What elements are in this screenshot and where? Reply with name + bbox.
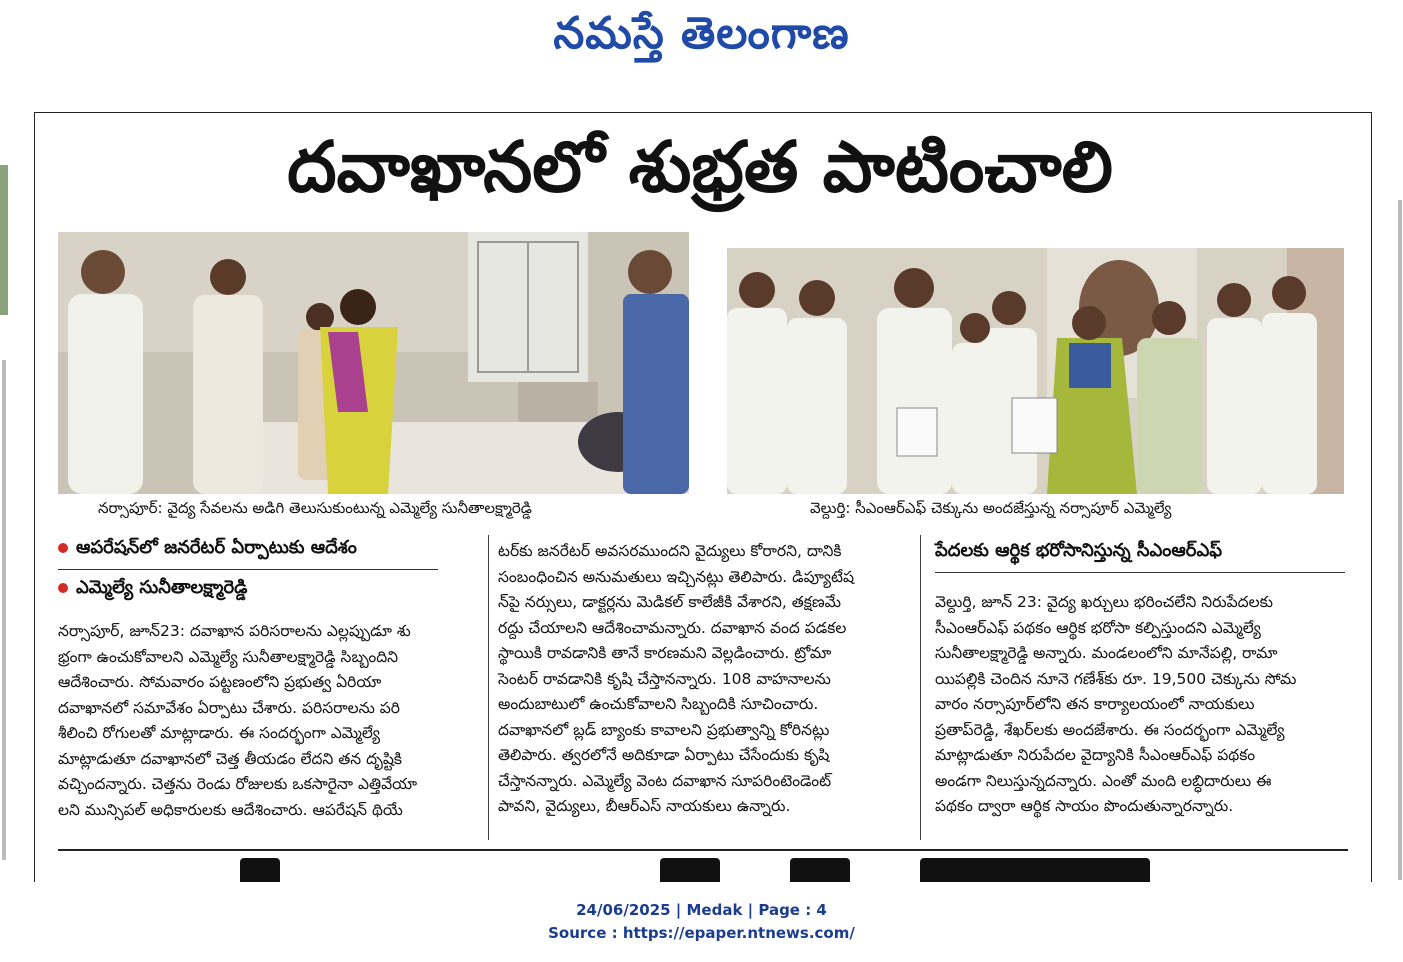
story2-subhead: పేదలకు ఆర్థిక భరోసానిస్తున్న సీఎంఆర్‌ఎఫ్ bbox=[935, 540, 1223, 561]
text-line: భ్రంగా ఉంచుకోవాలని ఎమ్మెల్యే సునీతాలక్ష్మారెడ్డి సిబ్బందిని bbox=[58, 647, 399, 666]
text-line: సెంటర్ రావడానికి కృషి చేస్తానన్నారు. 108 వాహనాలను bbox=[498, 669, 831, 688]
right-page-edge bbox=[1396, 160, 1403, 880]
subhead-rule bbox=[935, 572, 1345, 573]
bullet-icon bbox=[58, 583, 68, 593]
text-line: వారం నర్సాపూర్‌లోని తన కార్యాలయంలో నాయకులు bbox=[935, 695, 1255, 713]
text-line: నర్సాపూర్, జూన్23: దవాఖాన పరిసరాలను ఎల్లప్పుడూ శు bbox=[58, 622, 411, 640]
edition-info: 24/06/2025 | Medak | Page : 4 bbox=[576, 901, 827, 919]
subhead-rule bbox=[58, 569, 438, 570]
column-divider bbox=[920, 535, 921, 840]
text-line: తెలిపారు. త్వరలోనే అదికూడా ఏర్పాటు చేసేందుకు కృషి bbox=[498, 746, 830, 764]
left-page-edge bbox=[0, 160, 8, 880]
masthead bbox=[0, 0, 1403, 80]
text-line: పథకం ద్వారా ఆర్థిక సాయం పొందుతున్నారన్నారు. bbox=[935, 797, 1234, 815]
text-line: దవాఖానలో బ్లడ్ బ్యాంకు కావాలని ప్రభుత్వాన్ని కోరినట్లు bbox=[498, 720, 830, 739]
text-line: ఆదేశించారు. సోమవారం పట్టణంలోని ప్రభుత్వ ఏరియా bbox=[58, 673, 382, 691]
text-line: ప్రతాప్‌రెడ్డి, శేఖర్‌లకు అందజేశారు. ఈ సందర్భంగా ఎమ్మెల్యే bbox=[935, 720, 1285, 739]
column-divider bbox=[488, 535, 489, 840]
text-line: వచ్చిందన్నారు. చెత్తను రెండు రోజులకు ఒకసారైనా ఎత్తివేయా bbox=[58, 775, 418, 793]
text-line: మాట్లాడుతూ దవాఖానలో చెత్త తీయడం లేదని తన దృష్టికి bbox=[58, 749, 402, 768]
text-line: దవాఖానలో సమావేశం ఏర్పాటు చేశారు. పరిసరాలను పరి bbox=[58, 698, 400, 717]
text-line: సునీతాలక్ష్మారెడ్డి అన్నారు. మండలంలోని మానేపల్లి, రామా bbox=[935, 644, 1278, 662]
text-line: అండగా నిలుస్తున్నదన్నారు. ఎంతో మంది లబ్ధిదారులు ఈ bbox=[935, 771, 1272, 790]
source-link[interactable]: Source : https://epaper.ntnews.com/ bbox=[548, 924, 855, 942]
text-line: చేస్తానన్నారు. ఎమ్మెల్యే వెంట దవాఖాన సూపరింటెండెంట్ bbox=[498, 771, 832, 790]
text-line: న్‌పై నర్సులు, డాక్టర్లను మెడికల్ కాలేజీకి వేశారని, తక్షణమే bbox=[498, 593, 842, 611]
story2-column bbox=[935, 590, 1296, 820]
text-line: పావని, వైద్యులు, బీఆర్‌ఎస్ నాయకులు ఉన్నారు. bbox=[498, 797, 791, 815]
text-line: లని మున్సిపల్ అధికారులకు ఆదేశించారు. ఆపరేషన్ థియే bbox=[58, 800, 403, 819]
story1-column-1 bbox=[58, 619, 417, 823]
headline: దవాఖానలో శుభ్రత పాటించాలి bbox=[287, 126, 1113, 208]
text-line: సంబంధించిన అనుమతులు ఇచ్చినట్లు తెలిపారు. డిప్యూటేష bbox=[498, 567, 855, 586]
masthead-logo: నమస్తే తెలంగాణ bbox=[553, 8, 850, 59]
story1-subhead-1: ఆపరేషన్‌లో జనరేటర్ ఏర్పాటుకు ఆదేశం bbox=[58, 537, 357, 562]
bottom-rule bbox=[58, 849, 1348, 851]
text-line: వెల్దుర్తి, జూన్ 23: వైద్య ఖర్చులు భరించలేని నిరుపేదలకు bbox=[935, 593, 1274, 611]
story1-column-2 bbox=[498, 539, 854, 820]
next-article-headline-clipped bbox=[60, 858, 1350, 882]
text-line: టర్‌కు జనరేటర్ అవసరముందని వైద్యులు కోరారని, దానికి bbox=[498, 542, 842, 560]
story1-subhead-2: ఎమ్మెల్యే సునీతాలక్ష్మారెడ్డి bbox=[58, 577, 247, 602]
hospital-visit-photo bbox=[58, 232, 689, 494]
text-line: స్థాయికి రావడానికి తానే కారణమని వెల్లడించారు. ట్రోమా bbox=[498, 644, 832, 662]
text-line: రద్దు చేయాలని ఆదేశించామన్నారు. దవాఖాన వంద పడకల bbox=[498, 618, 847, 637]
right-photo-caption: వెల్దుర్తి: సీఎంఆర్‌ఎఫ్ చెక్కును అందజేస్తున్న నర్సాపూర్ ఎమ్మెల్యే bbox=[810, 499, 1172, 517]
text-line: అందుబాటులో ఉంచుకోవాలని సిబ్బందికి సూచించారు. bbox=[498, 695, 819, 713]
bullet-icon bbox=[58, 543, 68, 553]
cmrf-cheque-photo bbox=[727, 248, 1344, 494]
text-line: యిపల్లికి చెందిన నూనె గణేశ్‌కు రూ. 19,500 చెక్కును సోమ bbox=[935, 669, 1297, 688]
left-photo-caption: నర్సాపూర్: వైద్య సేవలను అడిగి తెలుసుకుంటున్న ఎమ్మెల్యే సునీతాలక్ష్మారెడ్డి bbox=[98, 499, 532, 517]
text-line: మాట్లాడుతూ నిరుపేదల వైద్యానికి సీఎంఆర్‌ఎఫ్ పథకం bbox=[935, 746, 1256, 764]
text-line: శీలించి రోగులతో మాట్లాడారు. ఈ సందర్భంగా ఎమ్మెల్యే bbox=[58, 724, 380, 742]
text-line: సీఎంఆర్‌ఎఫ్ పథకం ఆర్థిక భరోసా కల్పిస్తుందని ఎమ్మెల్యే bbox=[935, 618, 1261, 637]
